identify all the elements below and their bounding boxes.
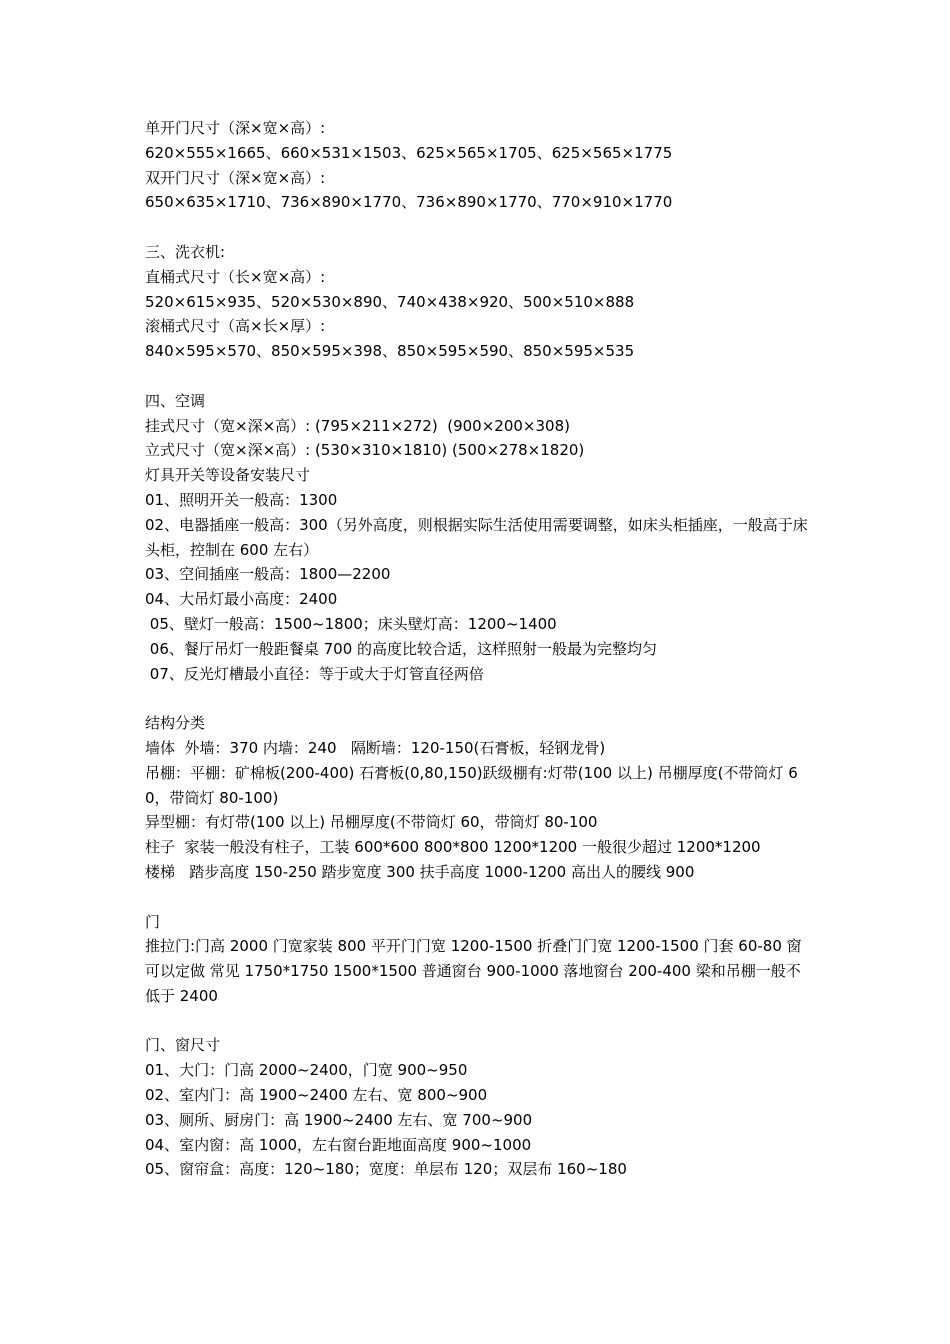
door-window-item: 05、窗帘盒：高度：120~180；宽度：单层布 120；双层布 160~180	[145, 1160, 627, 1179]
door-window-item: 01、大门：门高 2000~2400，门宽 900~950	[145, 1061, 468, 1080]
double-door-sizes: 650×635×1710、736×890×1770、736×890×1770、770×910×1770	[145, 193, 673, 212]
lighting-item: 03、空间插座一般高：1800—2200	[145, 565, 391, 584]
lighting-item: 05、壁灯一般高：1500~1800；床头壁灯高：1200~1400	[145, 614, 557, 633]
double-door-label: 双开门尺寸（深×宽×高）:	[145, 168, 326, 187]
lighting-item: 04、大吊灯最小高度：2400	[145, 590, 338, 609]
single-door-label: 单开门尺寸（深×宽×高）:	[145, 119, 326, 137]
structure-heading: 结构分类	[145, 714, 206, 733]
section-spacer	[145, 215, 815, 240]
structure-item: 楼梯 踏步高度 150-250 踏步宽度 300 扶手高度 1000-1200 高出人的腰线 900	[145, 862, 695, 881]
section-spacer	[145, 364, 815, 389]
ac-wall-mount: 挂式尺寸（宽×深×高）: (795×211×272) (900×200×308)	[145, 416, 570, 435]
door-text: 推拉门:门高 2000 门宽家装 800 平开门门宽 1200-1500 折叠门门宽 1200-1500 门套 60-80 窗 可以定做 常见 1750*1750 1500*1500 普通窗台 900-1000 落地窗台 200-400 梁和吊棚一般不低于 2400	[145, 937, 812, 1005]
door-heading: 门	[145, 912, 161, 931]
door-window-item: 03、厕所、厨房门：高 1900~2400 左右、宽 700~900	[145, 1110, 533, 1129]
structure-item: 吊棚：平棚：矿棉板(200-400) 石膏板(0,80,150)跃级棚有:灯带(100 以上) 吊棚厚度(不带筒灯 60，带筒灯 80-100)	[145, 763, 798, 807]
ac-heading: 四、空调	[145, 391, 206, 410]
lighting-item: 02、电器插座一般高：300（另外高度，则根据实际生活使用需要调整，如床头柜插座，一般高于床头柜，控制在 600 左右）	[145, 515, 808, 559]
single-door-sizes: 620×555×1665、660×531×1503、625×565×1705、625×565×1775	[145, 143, 673, 162]
lighting-item: 01、照明开关一般高：1300	[145, 490, 338, 509]
structure-item: 墙体 外墙：370 内墙：240 隔断墙：120-150(石膏板，轻钢龙骨)	[145, 738, 606, 757]
washer-heading: 三、洗衣机:	[145, 242, 226, 261]
structure-item: 异型棚：有灯带(100 以上) 吊棚厚度(不带筒灯 60，带筒灯 80-100	[145, 813, 598, 832]
section-spacer	[145, 1009, 815, 1034]
drum-sizes: 840×595×570、850×595×398、850×595×590、850×595×535	[145, 342, 635, 361]
structure-item: 柱子 家装一般没有柱子，工装 600*600 800*800 1200*1200 一般很少超过 1200*1200	[145, 838, 761, 857]
lighting-heading: 灯具开关等设备安装尺寸	[145, 466, 311, 485]
door-window-heading: 门、窗尺寸	[145, 1036, 221, 1055]
document-page	[145, 116, 815, 1182]
section-spacer	[145, 686, 815, 711]
top-load-label: 直桶式尺寸（长×宽×高）:	[145, 267, 326, 286]
ac-floor-stand: 立式尺寸（宽×深×高）: (530×310×1810) (500×278×1820)	[145, 441, 585, 460]
door-window-item: 02、室内门：高 1900~2400 左右、宽 800~900	[145, 1086, 488, 1105]
lighting-item: 06、餐厅吊灯一般距餐桌 700 的高度比较合适，这样照射一般最为完整均匀	[145, 639, 658, 658]
top-load-sizes: 520×615×935、520×530×890、740×438×920、500×510×888	[145, 292, 635, 311]
drum-label: 滚桶式尺寸（高×长×厚）:	[145, 317, 326, 336]
section-spacer	[145, 885, 815, 910]
lighting-item: 07、反光灯槽最小直径：等于或大于灯管直径两倍	[145, 664, 484, 683]
door-window-item: 04、室内窗：高 1000，左右窗台距地面高度 900~1000	[145, 1135, 532, 1154]
